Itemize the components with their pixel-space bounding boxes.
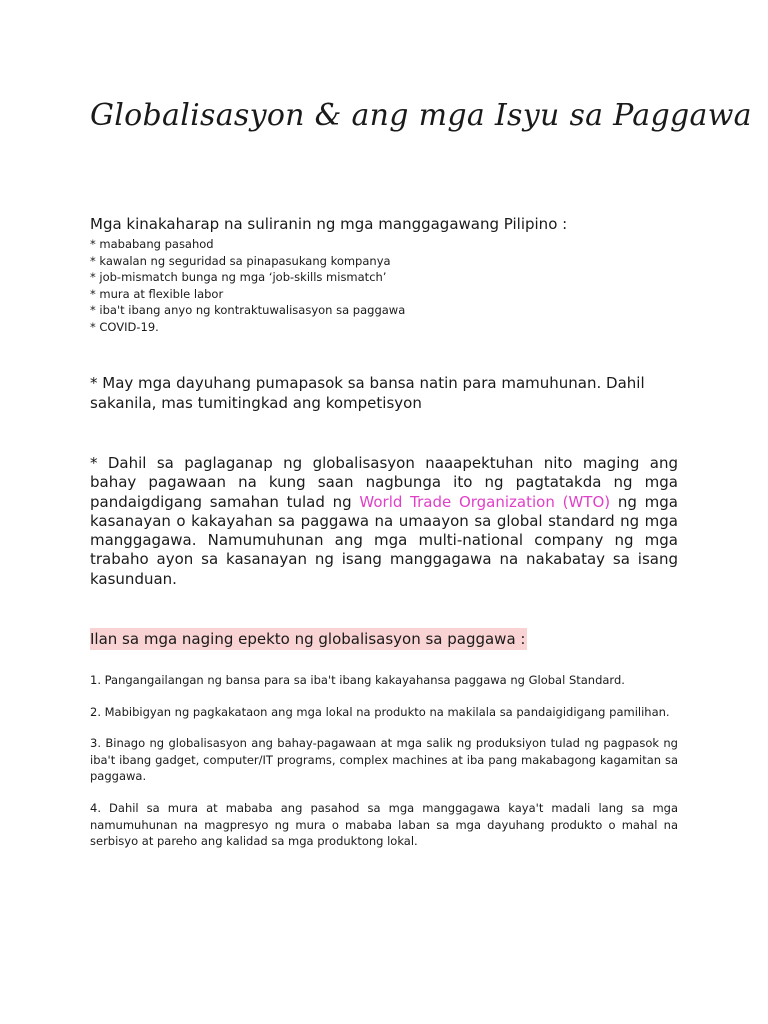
effects-list <box>90 672 678 865</box>
list-item: * iba't ibang anyo ng kontraktuwalisasyon sa paggawa <box>90 303 406 318</box>
list-item: * COVID-19. <box>90 319 159 334</box>
list-item: 1. Pangangailangan ng bansa para sa iba't ibang kakayahansa paggawa ng Global Standard. <box>90 673 625 687</box>
wto-highlight: World Trade Organization (WTO) <box>359 492 611 511</box>
intro-heading: Mga kinakaharap na suliranin ng mga manggagawang Pilipino : <box>90 215 568 233</box>
intro-section <box>90 214 690 336</box>
paragraph-text-before: * Dahil sa paglaganap ng globalisasyon naaapektuhan nito maging ang bahay pagawaan na kung saan nagbunga ito ng pagtatakda ng mga pandaigdigang samahan tulad ng <box>90 454 678 511</box>
page-title: Globalisasyon & ang mga Isyu sa Paggawa <box>90 98 752 133</box>
list-item: * mababang pasahod <box>90 237 214 251</box>
list-item: 2. Mabibigyan ng pagkakataon ang mga lokal na produkto na makilala sa pandaigidigang pamilihan. <box>90 704 670 719</box>
paragraph-text-after: ng mga kasanayan o kakayahan sa paggawa na umaayon sa global standard ng mga manggagawa. Namumuhunan ang mga multi-national company ng mga trabaho ayon sa kasanayan ng isang manggagawa na nakabatay sa isang kasunduan. <box>90 492 678 588</box>
list-item: * kawalan ng seguridad sa pinapasukang kompanya <box>90 253 391 268</box>
list-item: * mura at flexible labor <box>90 286 224 301</box>
list-item: 4. Dahil sa mura at mababa ang pasahod sa mga manggagawa kaya't madali lang sa mga namumuhunan na magpresyo ng mura o mababa laban sa mga dayuhang produkto o mahal na serbisyo at pareho ang kalidad sa mga produktong lokal. <box>90 800 678 849</box>
effects-heading: Ilan sa mga naging epekto ng globalisasyon sa paggawa : <box>90 630 526 648</box>
problem-list <box>90 236 690 336</box>
paragraph-globalization <box>90 454 678 589</box>
list-item: * job-mismatch bunga ng mga ‘job-skills mismatch’ <box>90 270 387 285</box>
paragraph-foreign-investors: * May mga dayuhang pumapasok sa bansa natin para mamuhunan. Dahil sakanila, mas tumitingkad ang kompetisyon <box>90 374 645 412</box>
list-item: 3. Binago ng globalisasyon ang bahay-pagawaan at mga salik ng produksiyon tulad ng pagpasok ng iba't ibang gadget, computer/IT programs, complex machines at iba pang makabagong kagamitan sa paggawa. <box>90 736 678 784</box>
